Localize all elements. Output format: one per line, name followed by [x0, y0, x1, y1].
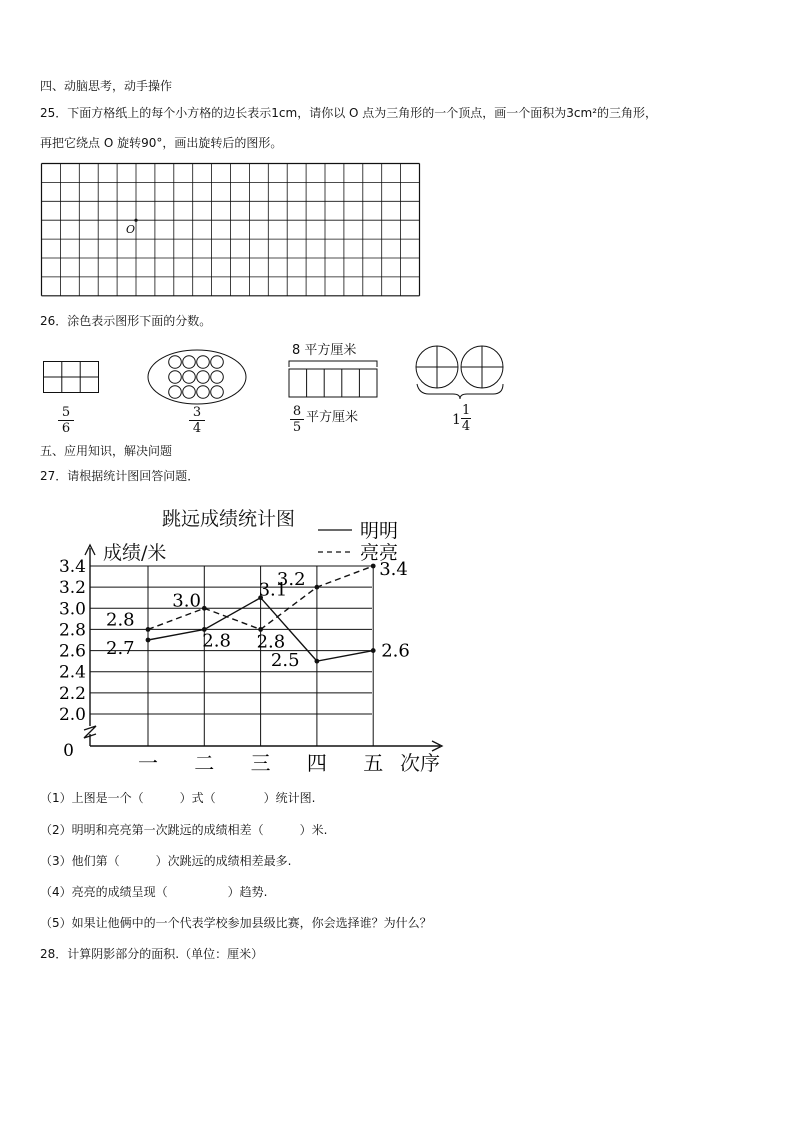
q25-text-line2: 再把它绕点 O 旋转90°，画出旋转后的图形。 [40, 136, 283, 150]
data-label: 2.6 [381, 640, 410, 662]
data-label: 3.2 [276, 569, 306, 591]
x-tick-label: 二 [194, 751, 215, 775]
y-tick-label: 3.2 [58, 578, 86, 599]
fraction-5-6: $\frac{5}{6}$ [58, 405, 74, 436]
data-label: 3.1 [258, 579, 288, 601]
q27-sub4: （4）亮亮的成绩呈现（ ）趋势. [40, 885, 268, 899]
chart-title: 跳远成绩统计图 [162, 508, 296, 530]
section-heading-4: 四、动脑思考，动手操作 [40, 79, 173, 93]
y-tick-label: 3.0 [58, 599, 86, 620]
data-point [146, 627, 151, 632]
data-point [315, 585, 320, 590]
data-label: 2.5 [270, 650, 300, 672]
section-heading-5: 五、应用知识，解决问题 [40, 444, 173, 458]
q26-text: 26．涂色表示图形下面的分数。 [40, 314, 212, 328]
y-tick-label: 3.4 [58, 557, 86, 577]
y-tick-label: 2.6 [58, 641, 86, 662]
q27-sub3: （3）他们第（ ）次跳远的成绩相差最多. [40, 854, 292, 868]
y-tick-label: 2.0 [58, 705, 86, 725]
q25-text-line1: 25．下面方格纸上的每个小方格的边长表示1cm，请你以 O 点为三角形的一个顶点，画一个面积为3cm²的三角形， [40, 106, 658, 120]
data-label: 2.8 [256, 631, 286, 653]
mixed-whole: 1 [452, 412, 461, 428]
q27-sub2: （2）明明和亮亮第一次跳远的成绩相差（ ）米. [40, 823, 328, 837]
data-label: 2.8 [106, 609, 135, 631]
data-label: 3.4 [379, 559, 408, 580]
fraction-8-5: $\frac{8}{5}$ [290, 404, 304, 435]
data-point [371, 564, 376, 569]
y-tick-label: 2.8 [58, 620, 86, 641]
point-o-label: O [126, 223, 136, 236]
data-label: 3.0 [172, 590, 201, 612]
area-label-top: 8 平方厘米 [292, 343, 357, 358]
data-point [315, 659, 320, 664]
y-tick-label: 2.2 [58, 683, 86, 704]
fraction-3-4: $\frac{3}{4}$ [189, 405, 205, 436]
q28-text: 28．计算阴影部分的面积.（单位：厘米） [40, 947, 264, 961]
y-tick-label: 2.4 [58, 662, 86, 683]
fraction-1-4: $\frac{1}{4}$ [461, 403, 471, 434]
data-point [371, 648, 376, 653]
x-axis-label: 次序 [400, 751, 440, 775]
y-zero-label: 0 [63, 741, 74, 761]
y-axis-label: 成绩/米 [103, 542, 167, 564]
data-point [146, 638, 151, 643]
x-tick-label: 一 [138, 751, 158, 775]
legend-entry: 亮亮 [360, 542, 399, 564]
q27-sub1: （1）上图是一个（ ）式（ ）统计图. [40, 791, 316, 805]
q27-sub5: （5）如果让他俩中的一个代表学校参加县级比赛，你会选择谁？为什么？ [40, 916, 432, 930]
data-label: 2.8 [202, 630, 231, 652]
q27-text: 27．请根据统计图回答问题． [40, 469, 200, 483]
x-tick-label: 四 [306, 751, 327, 775]
legend-entry: 明明 [360, 520, 399, 542]
x-tick-label: 三 [250, 751, 271, 775]
x-tick-label: 五 [363, 751, 384, 775]
data-label: 2.7 [106, 638, 135, 659]
data-point [202, 606, 207, 611]
fraction-unit: 平方厘米 [306, 410, 359, 425]
